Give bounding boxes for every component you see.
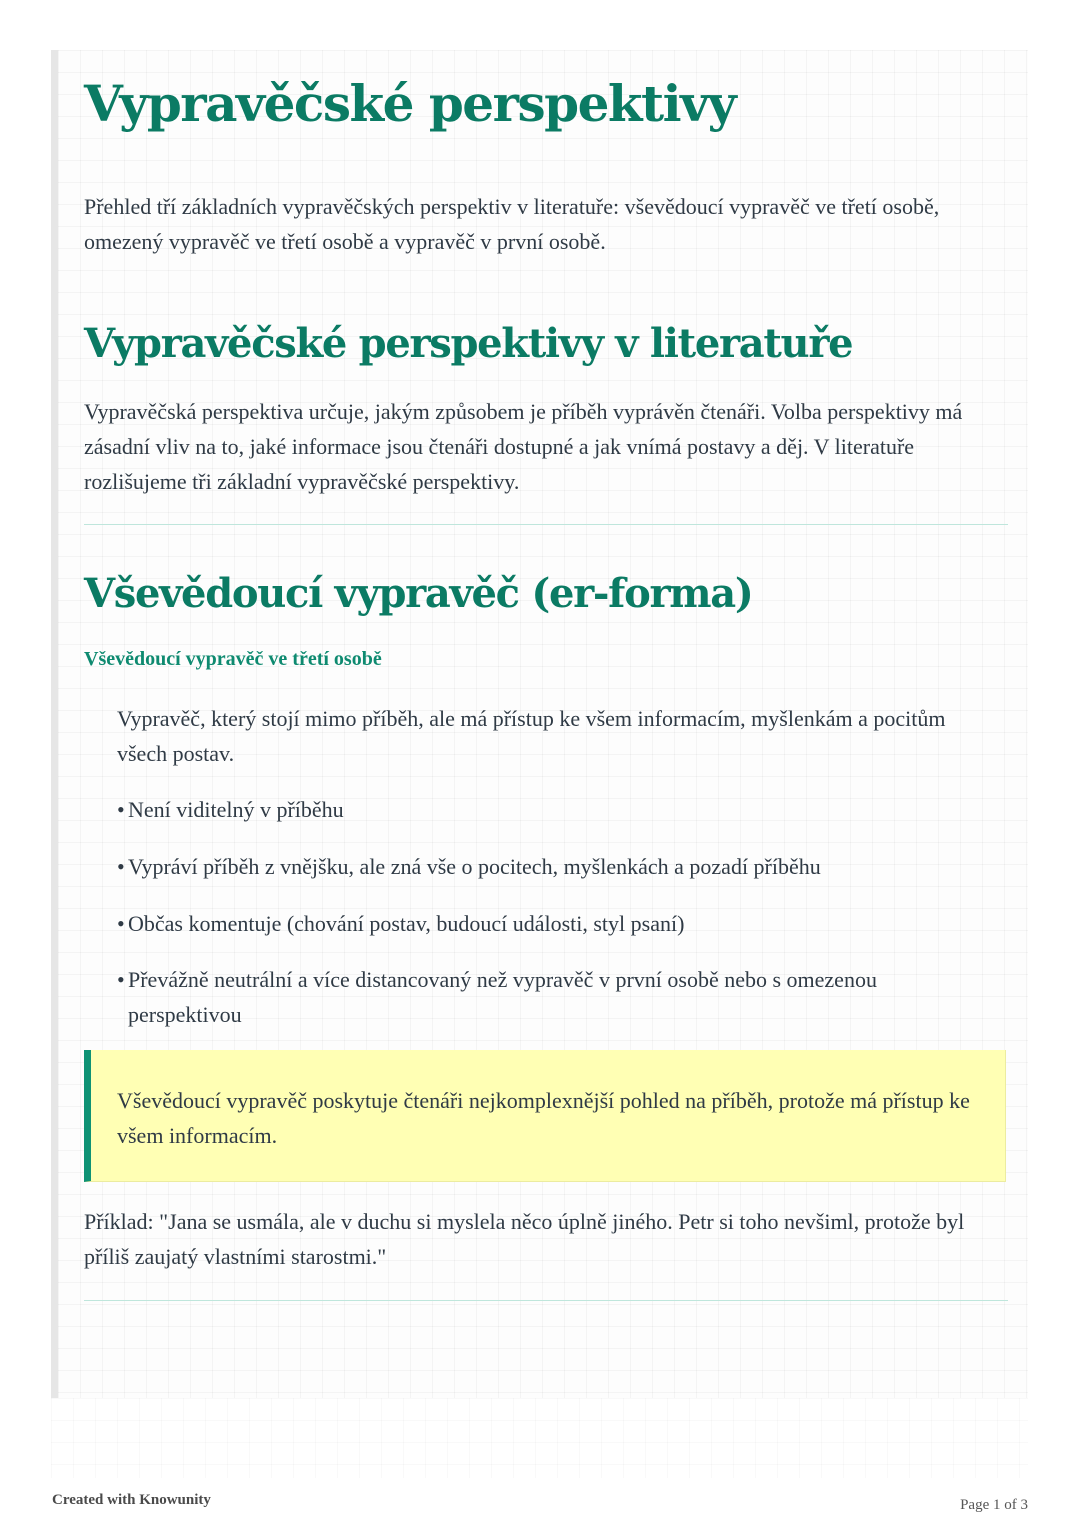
list-item xyxy=(117,849,977,884)
page-title: Vypravěčské perspektivy xyxy=(84,74,736,133)
section2-subheading: Vševědoucí vypravěč ve třetí osobě xyxy=(84,648,382,670)
example-paragraph: Příklad: "Jana se usmála, ale v duchu si myslela něco úplně jiného. Petr si toho nevšiml, protože byl příliš zaujatý vlastními starostmi." xyxy=(84,1209,965,1269)
page-grid-extension xyxy=(51,1398,1028,1478)
section2-description: Vypravěč, který stojí mimo příběh, ale má přístup ke všem informacím, myšlenkám a pocitům všech postav. xyxy=(117,706,946,766)
section2-heading: Vševědoucí vypravěč (er-forma) xyxy=(84,570,753,617)
list-item-text: Není viditelný v příběhu xyxy=(128,797,344,822)
page-indicator: Page 1 of 3 xyxy=(960,1497,1028,1513)
list-item-text: Občas komentuje (chování postav, budoucí události, styl psaní) xyxy=(128,911,685,936)
list-item xyxy=(117,906,977,941)
list-item-text: Vypráví příběh z vnějšku, ale zná vše o pocitech, myšlenkách a pozadí příběhu xyxy=(128,854,821,879)
highlight-callout xyxy=(84,1050,1006,1182)
bullet-icon: • xyxy=(117,797,125,822)
section-divider-2 xyxy=(84,1300,1008,1301)
intro-paragraph: Přehled tří základních vypravěčských perspektiv v literatuře: vševědoucí vypravěč ve třetí osobě, omezený vypravěč ve třetí osobě a vypravěč v první osobě. xyxy=(84,194,940,254)
callout-text: Vševědoucí vypravěč poskytuje čtenáři nejkomplexnější pohled na příběh, protože má přístup ke všem informacím. xyxy=(117,1088,970,1148)
list-item-text: Převážně neutrální a více distancovaný než vypravěč v první osobě nebo s omezenou perspektivou xyxy=(128,967,877,1027)
list-item xyxy=(117,792,977,827)
list-item xyxy=(117,962,977,1032)
created-with-label: Created with Knowunity xyxy=(52,1492,211,1508)
section-divider-1 xyxy=(84,524,1008,525)
section1-heading: Vypravěčské perspektivy v literatuře xyxy=(84,320,853,367)
section1-body: Vypravěčská perspektiva určuje, jakým způsobem je příběh vyprávěn čtenáři. Volba perspektivy má zásadní vliv na to, jaké informace jsou čtenáři dostupné a jak vnímá postavy a děj. V literatuře rozlišujeme tři základní vypravěčské perspektivy. xyxy=(84,399,963,494)
bullet-icon: • xyxy=(117,967,125,992)
bullet-icon: • xyxy=(117,854,125,879)
bullet-icon: • xyxy=(117,911,125,936)
